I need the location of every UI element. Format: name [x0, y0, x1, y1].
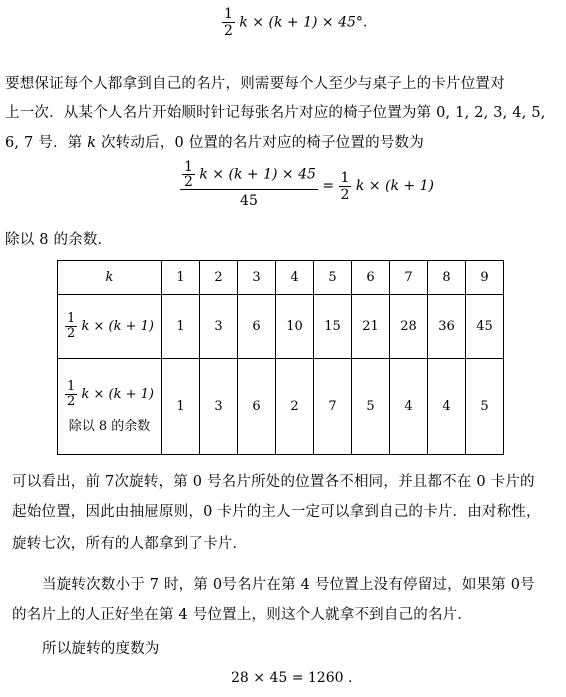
fraction-half: $\frac{1}{2}$	[224, 6, 233, 39]
para1-line1: 要想保证每个人都拿到自己的名片，则需要每个人至少与桌子上的卡片位置对	[5, 76, 505, 92]
table-k: 2	[200, 261, 238, 295]
rhs-fraction-half: $\frac{1}{2}$	[340, 169, 350, 203]
para3-line2: 的名片上的人正好坐在第 4 号位置上，则这个人就拿不到自己的名片．	[12, 607, 473, 623]
table-cell: 4	[428, 359, 466, 455]
table-cell: 36	[428, 295, 466, 359]
table-cell: 5	[466, 359, 504, 455]
table-cell: 45	[466, 295, 504, 359]
para3-line1: 当旋转次数小于 7 时，第 0号名片在第 4 号位置上没有停留过，如果第 0号	[42, 577, 535, 593]
table-k: 6	[352, 261, 390, 295]
table-k: 3	[238, 261, 276, 295]
k-values-table	[57, 260, 504, 455]
table-cell: 6	[238, 295, 276, 359]
table-k: 7	[390, 261, 428, 295]
table-cell: 7	[314, 359, 352, 455]
para2-line3: 旋转七次，所有的人都拿到了卡片．	[12, 536, 248, 552]
para4-line1: 所以旋转的度数为	[42, 641, 160, 657]
table-header-k: k	[58, 261, 162, 295]
big-fraction-denominator: 45	[180, 189, 318, 212]
table-cell: 4	[390, 359, 428, 455]
formula-bottom: 28 × 45 = 1260 .	[231, 670, 353, 686]
formula-middle: $\frac{1}{2}$ k × (k + 1) × 45 45 = $\frac{1}{2}$ k × (k + 1)	[180, 160, 434, 212]
table-cell: 1	[162, 295, 200, 359]
table-cell: 21	[352, 295, 390, 359]
table-cell: 1	[162, 359, 200, 455]
table-k: 8	[428, 261, 466, 295]
row2-label: $\frac{1}{2}$ k × (k + 1) 除以 8 的余数	[58, 359, 162, 455]
table-cell: 10	[276, 295, 314, 359]
row2-label-suffix: 除以 8 的余数	[68, 418, 151, 434]
table-cell: 5	[352, 359, 390, 455]
table-k: 9	[466, 261, 504, 295]
table-cell: 15	[314, 295, 352, 359]
big-fraction	[180, 160, 318, 212]
row1-label: $\frac{1}{2}$ k × (k + 1)	[58, 295, 162, 359]
remainder-text: 除以 8 的余数．	[5, 232, 113, 248]
formula-top	[222, 6, 367, 39]
para1-line3: 6, 7 号．第 k 次转动后，0 位置的名片对应的椅子位置的号数为	[5, 135, 424, 151]
big-fraction-numerator: $\frac{1}{2}$ k × (k + 1) × 45	[184, 159, 316, 190]
table-cell: 28	[390, 295, 428, 359]
table-cell: 2	[276, 359, 314, 455]
table-cell: 3	[200, 295, 238, 359]
table-k: 5	[314, 261, 352, 295]
table-row	[58, 359, 504, 455]
para2-line1: 可以看出，前 7次旋转，第 0 号名片所处的位置各不相同，并且都不在 0 卡片的	[12, 474, 535, 490]
table-row	[58, 295, 504, 359]
table-k: 1	[162, 261, 200, 295]
table-row-header	[58, 261, 504, 295]
table-k: 4	[276, 261, 314, 295]
table-cell: 6	[238, 359, 276, 455]
para1-line2: 上一次．从某个人名片开始顺时针记每张名片对应的椅子位置为第 0, 1, 2, 3, 4, 5,	[5, 105, 546, 121]
para2-line2: 起始位置，因此由抽屉原则，0 卡片的主人一定可以拿到自己的卡片．由对称性，	[12, 504, 541, 520]
formula-top-expr: k × (k + 1) × 45°.	[239, 14, 368, 31]
table-cell: 3	[200, 359, 238, 455]
